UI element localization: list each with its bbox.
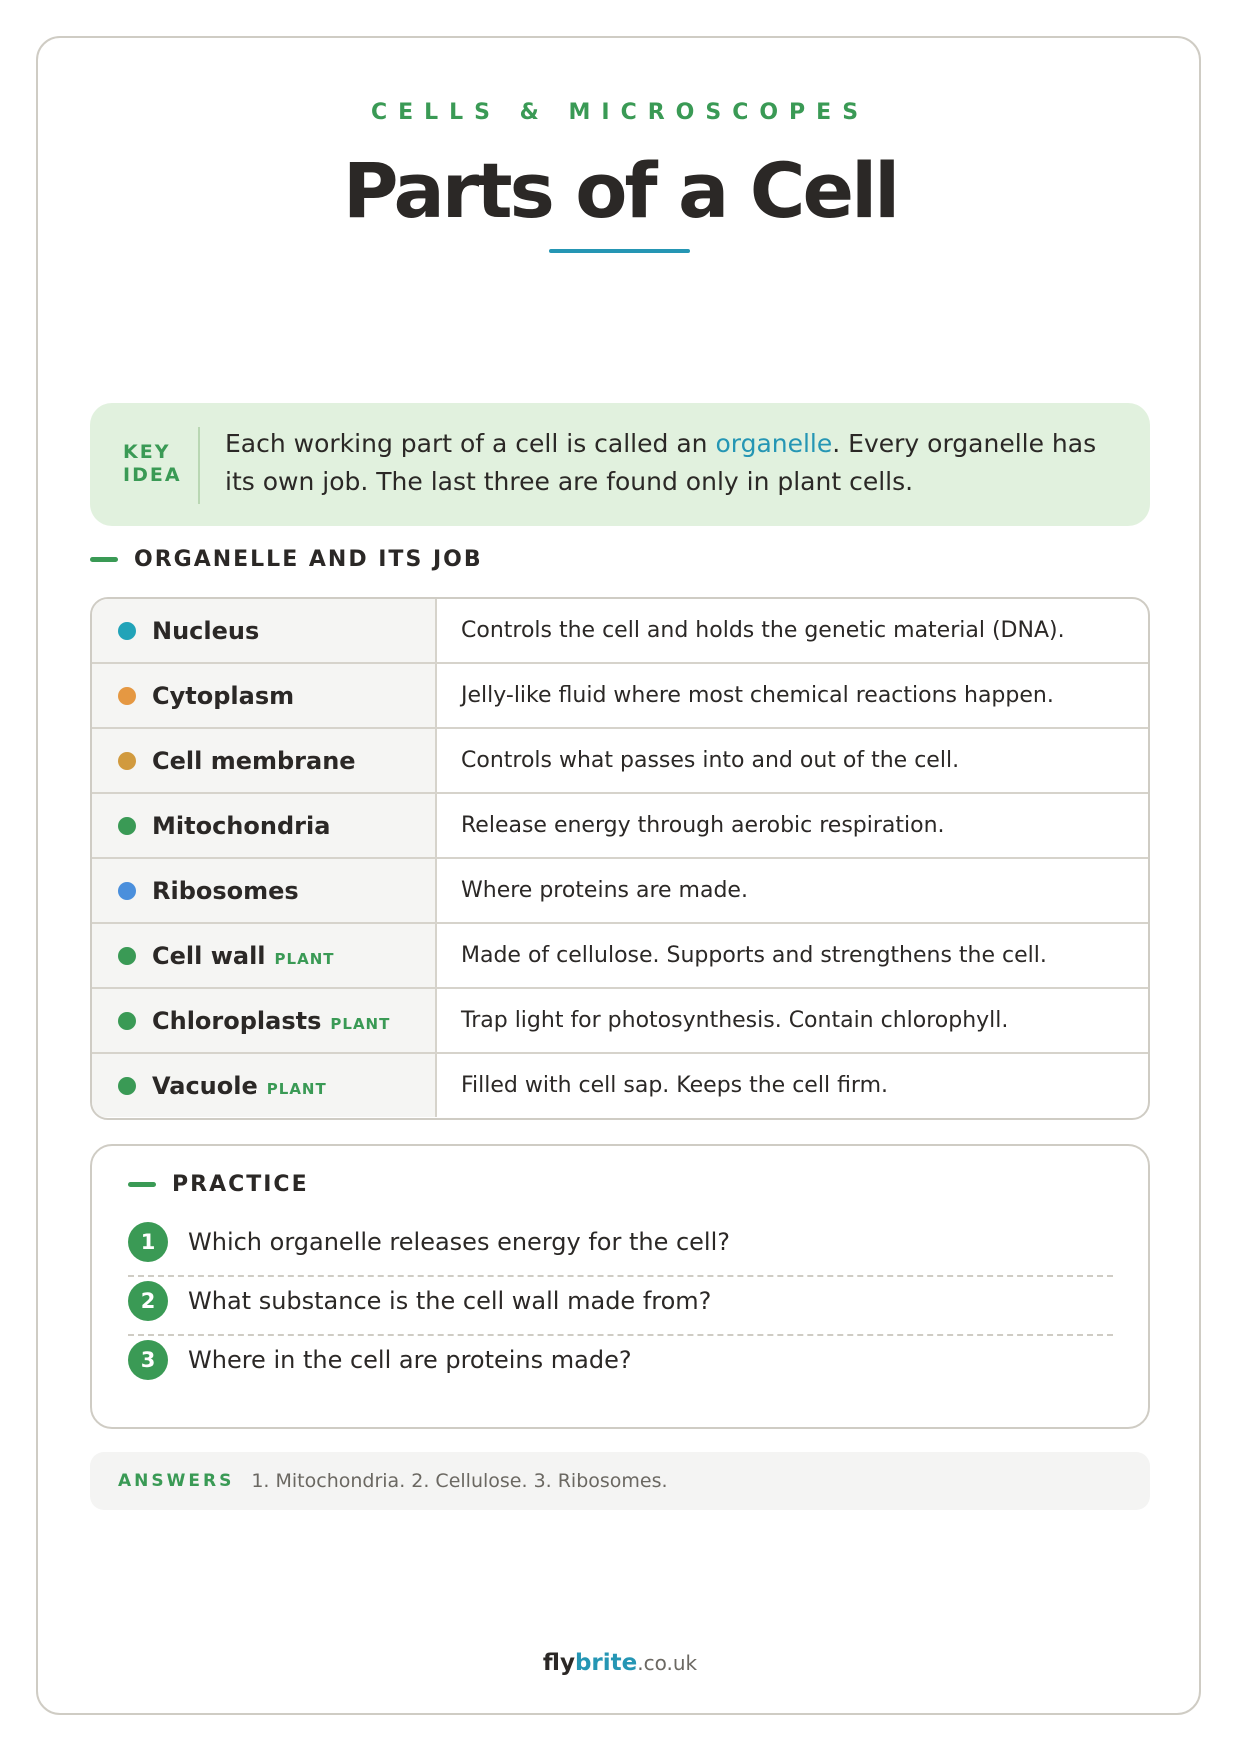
color-dot-icon (118, 752, 136, 770)
page-title: Parts of a Cell (342, 146, 898, 235)
table-row (92, 662, 1148, 727)
brand-logo[interactable]: flybrite.co.uk (542, 1650, 698, 1676)
organelle-name-cell (92, 924, 437, 987)
practice-question (128, 1268, 1113, 1336)
heading-dash (90, 557, 118, 562)
organelle-name: Ribosomes (152, 876, 299, 905)
question-text: Which organelle releases energy for the cell? (188, 1228, 731, 1256)
key-idea-label: KEY IDEA (123, 441, 182, 486)
color-dot-icon (118, 882, 136, 900)
heading-dash (128, 1182, 156, 1187)
organelle-name: Cell wall (152, 941, 266, 970)
plant-tag: PLANT (330, 1014, 391, 1033)
organelle-section-heading: ORGANELLE AND ITS JOB (90, 547, 483, 572)
practice-heading: PRACTICE (128, 1172, 309, 1197)
organelle-job-cell: Made of cellulose. Supports and strengthens the cell. (461, 943, 1047, 968)
organelle-name: Chloroplasts (152, 1006, 322, 1035)
organelle-name: Nucleus (152, 616, 260, 645)
color-dot-icon (118, 622, 136, 640)
question-number-badge: 2 (128, 1281, 168, 1321)
table-row (92, 599, 1148, 662)
organelle-name: Vacuole (152, 1071, 258, 1100)
key-idea-text: Each working part of a cell is called an organelle. Every organelle has its own job. The last three are found only in plant cells. (225, 429, 1097, 496)
plant-tag: PLANT (274, 949, 335, 968)
key-idea-box (90, 403, 1150, 526)
color-dot-icon (118, 1012, 136, 1030)
organelle-name: Cell membrane (152, 746, 356, 775)
organelle-job-cell: Controls what passes into and out of the cell. (461, 748, 960, 773)
table-row (92, 922, 1148, 987)
organelle-table (90, 597, 1150, 1120)
organelle-name-cell (92, 729, 437, 792)
color-dot-icon (118, 947, 136, 965)
question-number-badge: 3 (128, 1340, 168, 1380)
question-text: Where in the cell are proteins made? (188, 1346, 632, 1374)
question-number-badge: 1 (128, 1222, 168, 1262)
table-row (92, 727, 1148, 792)
highlight-term: organelle (715, 429, 833, 458)
practice-question (128, 1327, 1113, 1393)
practice-box (90, 1144, 1150, 1429)
table-row (92, 987, 1148, 1052)
organelle-name-cell (92, 664, 437, 727)
organelle-name-cell (92, 599, 437, 662)
topic-eyebrow: CELLS & MICROSCOPES (370, 100, 870, 125)
organelle-name-cell (92, 1054, 437, 1117)
plant-tag: PLANT (266, 1079, 327, 1098)
question-text: What substance is the cell wall made from? (188, 1287, 712, 1315)
organelle-job-cell: Release energy through aerobic respiration. (461, 813, 945, 838)
table-row (92, 857, 1148, 922)
answers-text: 1. Mitochondria. 2. Cellulose. 3. Ribosomes. (251, 1470, 668, 1492)
organelle-job-cell: Trap light for photosynthesis. Contain chlorophyll. (461, 1008, 1009, 1033)
organelle-job-cell: Where proteins are made. (461, 878, 748, 903)
table-row (92, 1052, 1148, 1117)
answers-bar (90, 1452, 1150, 1510)
practice-question (128, 1209, 1113, 1277)
title-underline (549, 249, 690, 253)
answers-label: ANSWERS (118, 1471, 235, 1491)
organelle-name-cell (92, 794, 437, 857)
color-dot-icon (118, 817, 136, 835)
organelle-name-cell (92, 989, 437, 1052)
organelle-job-cell: Jelly-like fluid where most chemical reactions happen. (461, 683, 1054, 708)
color-dot-icon (118, 1077, 136, 1095)
table-row (92, 792, 1148, 857)
organelle-job-cell: Controls the cell and holds the genetic material (DNA). (461, 618, 1065, 643)
color-dot-icon (118, 687, 136, 705)
organelle-job-cell: Filled with cell sap. Keeps the cell firm. (461, 1073, 889, 1098)
organelle-name-cell (92, 859, 437, 922)
organelle-name: Cytoplasm (152, 681, 295, 710)
key-idea-divider (198, 427, 200, 504)
organelle-name: Mitochondria (152, 811, 331, 840)
